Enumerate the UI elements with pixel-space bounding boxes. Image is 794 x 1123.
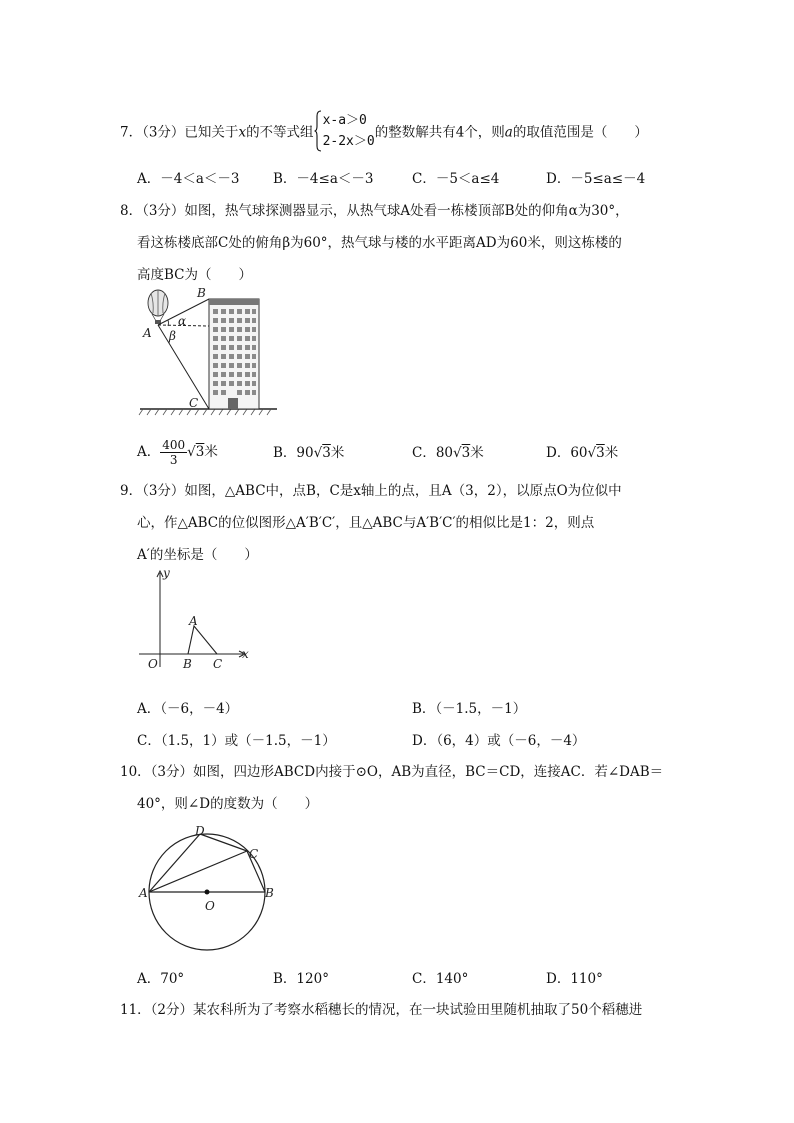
q10-label-o: O [205,899,215,913]
inequality-2: 2-2x＞0 [322,134,375,149]
q9-label-x: x [242,647,249,661]
q8-label-c: C [189,396,199,410]
q10-figure [137,820,282,960]
q10-option-c[interactable]: C．140° [412,971,469,987]
q8-option-d[interactable]: D．60√3米 [546,445,619,461]
sqrt-icon: √ [313,445,323,461]
q10-line-2: 40°，则∠D的度数为（ ） [137,796,319,812]
sqrt-icon: √ [187,444,196,460]
q10-line-1: 10．（3分）如图，四边形ABCD内接于⊙O，AB为直径，BC＝CD，连接AC．若∠DAB＝ [120,764,664,780]
q8-label-beta: β [169,329,176,343]
question-7 [120,112,648,154]
q9-option-b[interactable]: B．（－1.5，－1） [412,701,527,717]
q10-label-d: D [195,824,205,838]
sqrt-icon: √ [453,445,462,461]
q7-option-a[interactable]: A．－4＜a＜－3 [137,171,240,187]
q9-label-a: A [189,614,198,628]
q8-line-1: 8．（3分）如图，热气球探测器显示，从热气球A处看一栋楼顶部B处的仰角α为30°， [120,203,629,219]
inequality-1: x-a＞0 [322,113,367,128]
q10-label-b: B [265,886,274,900]
q8-figure [137,285,287,420]
q10-option-d[interactable]: D．110° [546,971,603,987]
q8-option-c[interactable]: C．80√3米 [412,445,484,461]
q7-var-a: a [504,124,513,141]
sqrt-icon: √ [587,445,597,461]
q9-label-o: O [148,657,158,671]
q9-option-c[interactable]: C．（1.5，1）或（－1.5，－1） [137,733,336,749]
q9-label-y: y [163,566,170,580]
q8-label-alpha: α [178,314,187,328]
q7-suffix-b: 的取值范围是（ ） [512,124,648,141]
q10-label-c: C [249,847,259,861]
q7-option-d[interactable]: D．－5≤a≤－4 [546,171,646,187]
q9-label-b: B [183,657,192,671]
q7-option-b[interactable]: B．－4≤a＜－3 [273,171,374,187]
q9-option-d[interactable]: D．（6，4）或（－6，－4） [412,733,586,749]
brace-icon [314,110,322,152]
q8-line-2: 看这栋楼底部C处的俯角β为60°，热气球与楼的水平距离AD为60米，则这栋楼的 [137,235,622,251]
q7-option-c[interactable]: C．－5＜a≤4 [412,171,500,187]
q8-label-a: A [143,326,152,340]
q10-option-a[interactable]: A．70° [137,971,185,987]
q10-option-b[interactable]: B．120° [273,971,329,987]
q7-prefix: 7．（3分）已知关于 [120,124,239,141]
q9-line-1: 9．（3分）如图，△ABC中，点B，C是x轴上的点，且A（3，2），以原点O为位似中 [120,483,622,499]
hot-air-balloon-icon [148,290,168,324]
q11-line-1: 11．（2分）某农科所为了考察水稻穗长的情况，在一块试验田里随机抽取了50个稻穗进 [120,1002,643,1018]
q9-line-3: A′的坐标是（ ） [137,547,258,563]
q8-option-a[interactable]: A． $\frac{400}{3}$ √3米 [137,438,218,467]
q9-line-2: 心，作△ABC的位似图形△A′B′C′，且△ABC与A′B′C′的相似比是1：2，则点 [137,515,595,531]
q9-figure [135,565,255,673]
q9-option-a[interactable]: A．（－6，－4） [137,701,239,717]
fraction: $\frac{400}{3}$ [162,438,186,467]
inequality-system [314,110,375,152]
q8-line-3: 高度BC为（ ） [137,267,253,283]
q10-label-a: A [139,886,148,900]
q7-mid: 的不等式组 [246,124,314,141]
q9-label-c: C [213,657,223,671]
q7-var-x: x [238,124,247,141]
q8-option-b[interactable]: B．90√3米 [273,445,345,461]
q7-suffix-a: 的整数解共有4个，则 [374,124,505,141]
q8-label-b: B [197,286,206,300]
